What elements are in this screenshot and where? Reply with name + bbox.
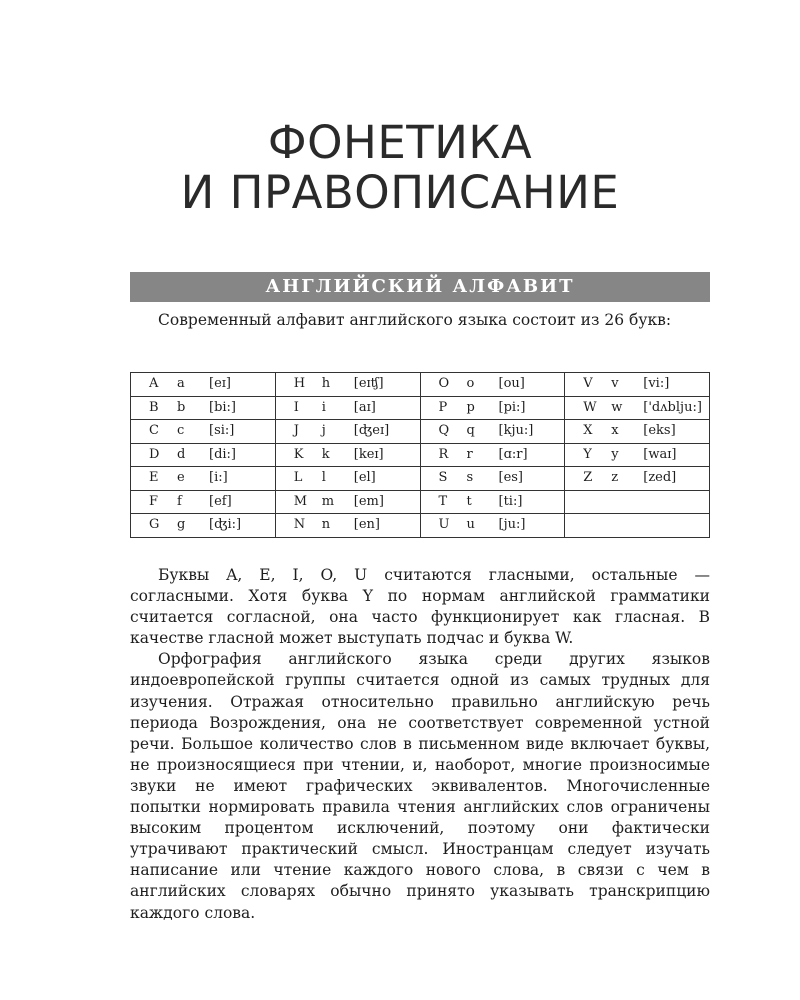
letter-uppercase: P bbox=[438, 399, 448, 415]
letter-lowercase: u bbox=[466, 517, 475, 533]
letter-lowercase: x bbox=[611, 423, 619, 439]
alphabet-cell bbox=[565, 420, 710, 444]
letter-lowercase: z bbox=[611, 470, 619, 486]
letter-uppercase: I bbox=[293, 399, 299, 415]
letter-transcription: [eks] bbox=[643, 423, 676, 439]
letter-uppercase: D bbox=[149, 446, 160, 462]
alphabet-cell bbox=[565, 373, 710, 397]
letter-transcription: [em] bbox=[353, 493, 384, 509]
letter-lowercase: j bbox=[321, 423, 326, 439]
letter-transcription: [keɪ] bbox=[353, 446, 384, 462]
letter-uppercase: W bbox=[583, 399, 597, 415]
intro-paragraph: Современный алфавит английского языка состоит из 26 букв: bbox=[158, 311, 672, 329]
letter-lowercase: o bbox=[466, 376, 475, 392]
letter-uppercase: Q bbox=[438, 423, 450, 439]
letter-uppercase: X bbox=[583, 423, 593, 439]
letter-uppercase: U bbox=[438, 517, 450, 533]
alphabet-cell bbox=[131, 420, 276, 444]
letter-uppercase: N bbox=[293, 517, 306, 533]
letter-uppercase: E bbox=[149, 470, 159, 486]
alphabet-cell bbox=[131, 490, 276, 514]
letter-transcription: [ti:] bbox=[498, 493, 523, 509]
letter-transcription: [ɑ:r] bbox=[498, 446, 528, 462]
letter-transcription: [ef] bbox=[209, 493, 232, 509]
letter-transcription: [ʤi:] bbox=[209, 517, 242, 533]
letter-uppercase: A bbox=[149, 376, 159, 392]
letter-lowercase: t bbox=[466, 493, 472, 509]
letter-uppercase: M bbox=[293, 493, 308, 509]
paragraph-vowels: Буквы A, E, I, O, U считаются гласными, остальные — согласными. Хотя буква Y по нормам английской грамматики считается согласной, она часто функционирует как гласная. В качестве гласной может выступать подчас и буква W. bbox=[130, 566, 710, 648]
letter-transcription: [i:] bbox=[209, 470, 228, 486]
letter-transcription: [aɪ] bbox=[353, 399, 376, 415]
letter-uppercase: O bbox=[438, 376, 450, 392]
letter-transcription: [vi:] bbox=[643, 376, 670, 392]
letter-transcription: [ʤeɪ] bbox=[353, 423, 390, 439]
table-row bbox=[131, 396, 710, 420]
letter-transcription: [ou] bbox=[498, 376, 525, 392]
alphabet-cell bbox=[275, 514, 420, 538]
letter-lowercase: y bbox=[611, 446, 619, 462]
letter-lowercase: r bbox=[466, 446, 473, 462]
alphabet-cell bbox=[420, 490, 565, 514]
letter-uppercase: F bbox=[149, 493, 159, 509]
letter-lowercase: m bbox=[321, 493, 335, 509]
letter-uppercase: R bbox=[438, 446, 449, 462]
letter-uppercase: S bbox=[438, 470, 448, 486]
letter-lowercase: n bbox=[321, 517, 331, 533]
letter-transcription: [el] bbox=[353, 470, 376, 486]
letter-lowercase: p bbox=[466, 399, 475, 415]
page-title-line-2: И ПРАВОПИСАНИЕ bbox=[180, 166, 620, 219]
letter-transcription: [en] bbox=[353, 517, 380, 533]
section-heading: АНГЛИЙСКИЙ АЛФАВИТ bbox=[130, 272, 710, 302]
letter-lowercase: g bbox=[177, 517, 186, 533]
letter-uppercase: Y bbox=[583, 446, 592, 462]
letter-transcription: [kju:] bbox=[498, 423, 534, 439]
alphabet-cell bbox=[565, 396, 710, 420]
alphabet-cell bbox=[275, 490, 420, 514]
letter-lowercase: i bbox=[321, 399, 326, 415]
letter-uppercase: L bbox=[293, 470, 303, 486]
letter-uppercase: B bbox=[149, 399, 159, 415]
letter-lowercase: w bbox=[611, 399, 623, 415]
letter-lowercase: c bbox=[177, 423, 185, 439]
letter-transcription: [es] bbox=[498, 470, 524, 486]
letter-transcription: [waɪ] bbox=[643, 446, 677, 462]
letter-uppercase: G bbox=[149, 517, 160, 533]
letter-uppercase: K bbox=[293, 446, 304, 462]
letter-transcription: [si:] bbox=[209, 423, 235, 439]
letter-lowercase: h bbox=[321, 376, 331, 392]
alphabet-cell bbox=[420, 373, 565, 397]
alphabet-cell bbox=[565, 490, 710, 514]
letter-lowercase: l bbox=[321, 470, 326, 486]
letter-lowercase: v bbox=[611, 376, 619, 392]
alphabet-cell bbox=[275, 396, 420, 420]
alphabet-cell bbox=[565, 443, 710, 467]
letter-transcription: [zed] bbox=[643, 470, 677, 486]
alphabet-cell bbox=[420, 467, 565, 491]
letter-lowercase: e bbox=[177, 470, 185, 486]
letter-transcription: [ju:] bbox=[498, 517, 526, 533]
letter-transcription: [eɪʧ] bbox=[353, 376, 384, 392]
letter-transcription: [pi:] bbox=[498, 399, 526, 415]
table-row bbox=[131, 514, 710, 538]
alphabet-cell bbox=[131, 396, 276, 420]
letter-transcription: [bi:] bbox=[209, 399, 237, 415]
alphabet-cell bbox=[131, 443, 276, 467]
alphabet-cell bbox=[275, 443, 420, 467]
alphabet-cell bbox=[275, 373, 420, 397]
letter-transcription: [di:] bbox=[209, 446, 237, 462]
page-title-line-1: ФОНЕТИКА bbox=[267, 116, 533, 169]
letter-lowercase: q bbox=[466, 423, 475, 439]
letter-lowercase: s bbox=[466, 470, 474, 486]
letter-uppercase: T bbox=[438, 493, 448, 509]
letter-lowercase: b bbox=[177, 399, 186, 415]
letter-lowercase: k bbox=[321, 446, 330, 462]
alphabet-cell bbox=[420, 514, 565, 538]
alphabet-cell bbox=[131, 373, 276, 397]
letter-lowercase: a bbox=[177, 376, 185, 392]
letter-lowercase: d bbox=[177, 446, 186, 462]
table-row bbox=[131, 373, 710, 397]
letter-transcription: ['dʌblju:] bbox=[643, 399, 702, 415]
alphabet-table bbox=[130, 372, 710, 538]
table-row bbox=[131, 420, 710, 444]
alphabet-cell bbox=[420, 443, 565, 467]
table-row bbox=[131, 490, 710, 514]
letter-uppercase: V bbox=[583, 376, 593, 392]
alphabet-cell bbox=[275, 467, 420, 491]
letter-uppercase: Z bbox=[583, 470, 593, 486]
body-text bbox=[130, 565, 710, 924]
letter-uppercase: C bbox=[149, 423, 159, 439]
alphabet-cell bbox=[275, 420, 420, 444]
table-row bbox=[131, 467, 710, 491]
alphabet-cell bbox=[565, 514, 710, 538]
letter-transcription: [eɪ] bbox=[209, 376, 231, 392]
letter-uppercase: H bbox=[293, 376, 306, 392]
alphabet-cell bbox=[420, 396, 565, 420]
alphabet-cell bbox=[131, 514, 276, 538]
letter-lowercase: f bbox=[177, 493, 182, 509]
alphabet-cell bbox=[420, 420, 565, 444]
alphabet-cell bbox=[565, 467, 710, 491]
alphabet-cell bbox=[131, 467, 276, 491]
paragraph-orthography: Орфография английского языка среди других языков индоевропейской группы считается одной из самых трудных для изучения. Отражая относительно правильно английскую речь периода Возрождения, она не соответствует современной устной речи. Большое количество слов в письменном виде включает буквы, не произносящиеся при чтении, и, наоборот, многие произносимые звуки не имеют графических эквивалентов. Многочисленные попытки нормировать правила чтения английских слов ограничены высоким процентом исключений, поэтому они фактически утрачивают практический смысл. Иностранцам следует изучать написание или чтение каждого нового слова, в связи с чем в английских словарях обычно принято указывать транскрипцию каждого слова. bbox=[130, 650, 710, 922]
table-row bbox=[131, 443, 710, 467]
letter-uppercase: J bbox=[293, 423, 299, 439]
